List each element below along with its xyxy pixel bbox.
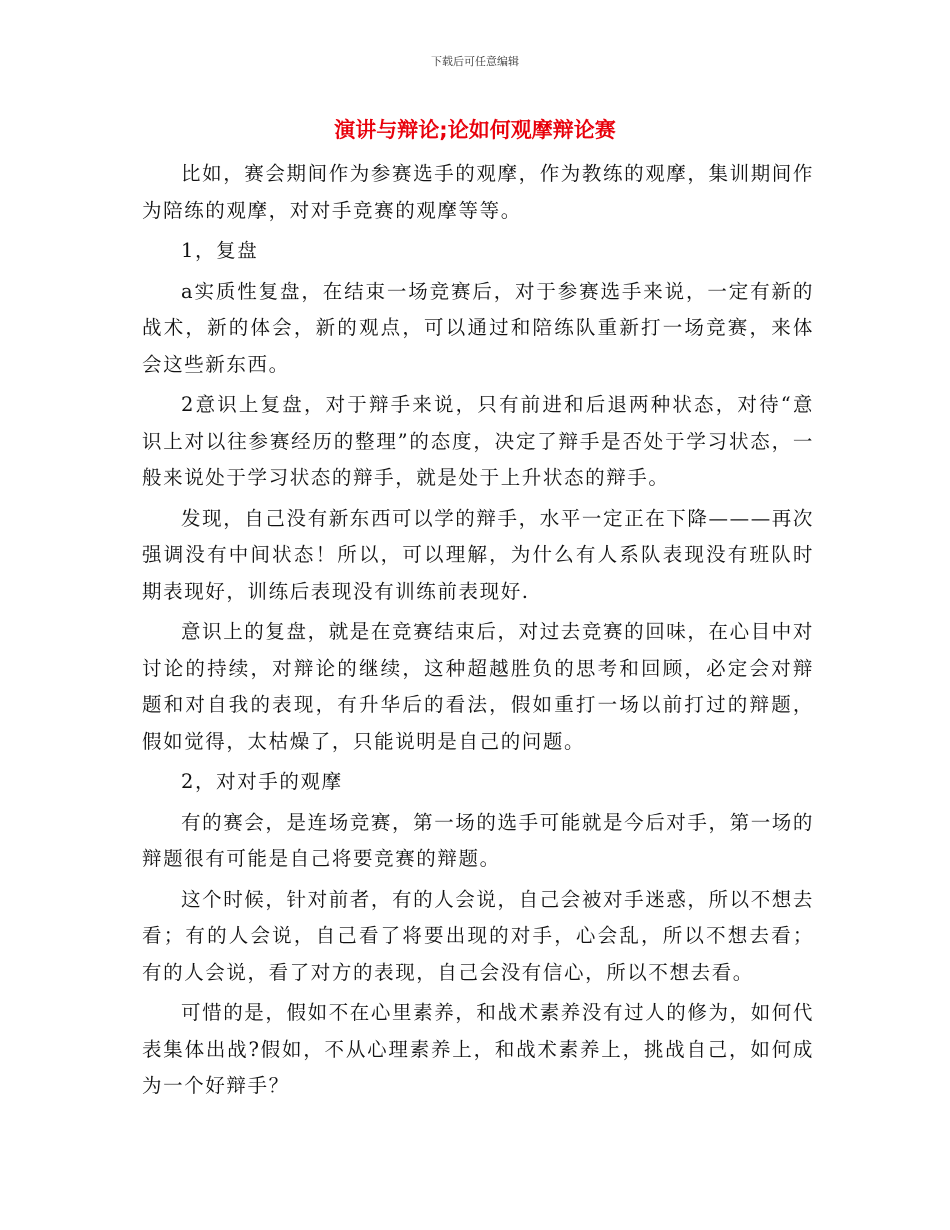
- document-body: [142, 156, 814, 1109]
- paragraph: 意识上的复盘，就是在竞赛结束后，对过去竞赛的回味，在心目中对讨论的持续，对辩论的继续，这种超越胜负的思考和回顾，必定会对辩题和对自我的表现，有升华后的看法，假如重打一场以前打过的辩题，假如觉得，太枯燥了，只能说明是自己的问题。: [142, 620, 815, 753]
- paragraph: 2意识上复盘，对于辩手来说，只有前进和后退两种状态，对待“意识上对以往参赛经历的整理”的态度，决定了辩手是否处于学习状态，一般来说处于学习状态的辩手，就是处于上升状态的辩手。: [142, 393, 814, 489]
- section-heading: 2，对对手的观摩: [181, 770, 343, 793]
- paragraph: a实质性复盘，在结束一场竞赛后，对于参赛选手来说，一定有新的战术，新的体会，新的观点，可以通过和陪练队重新打一场竞赛，来体会这些新东西。: [142, 279, 814, 376]
- header-note: 下载后可任意编辑: [431, 55, 519, 68]
- paragraph: 发现，自己没有新东西可以学的辩手，水平一定正在下降———再次强调没有中间状态！所以，可以理解，为什么有人系队表现没有班队时期表现好，训练后表现没有训练前表现好.: [142, 506, 815, 603]
- paragraph: 有的赛会，是连场竞赛，第一场的选手可能就是今后对手，第一场的辩题很有可能是自己将要竞赛的辩题。: [142, 810, 815, 870]
- paragraph: 这个时候，针对前者，有的人会说，自己会被对手迷惑，所以不想去看；有的人会说，自己看了将要出现的对手，心会乱，所以不想去看；有的人会说，看了对方的表现，自己会没有信心，所以不想去看。: [142, 887, 815, 984]
- section-heading: 1，复盘: [181, 239, 259, 262]
- paragraph: 比如，赛会期间作为参赛选手的观摩，作为教练的观摩，集训期间作为陪练的观摩，对对手竞赛的观摩等等。: [142, 162, 815, 222]
- paragraph: 可惜的是，假如不在心里素养，和战术素养没有过人的修为，如何代表集体出战?假如，不从心理素养上，和战术素养上，挑战自己，如何成为一个好辩手？: [142, 1001, 815, 1097]
- document-title: 演讲与辩论;论如何观摩辩论赛: [334, 118, 616, 142]
